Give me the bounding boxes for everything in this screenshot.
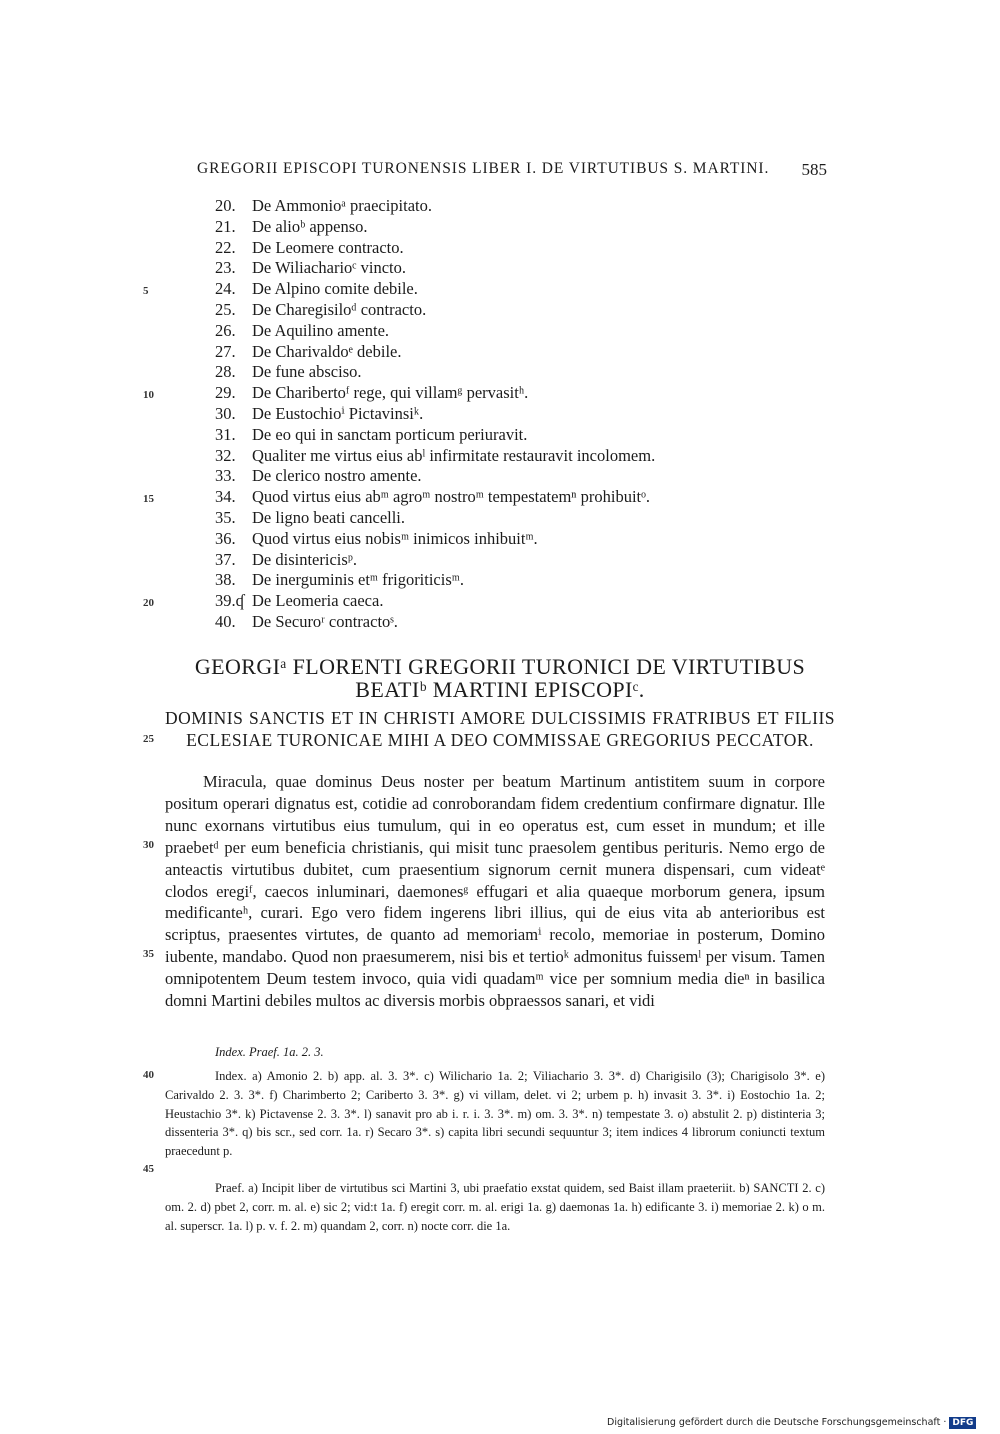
index-entry (215, 570, 815, 591)
entry-text: De fune absciso. (252, 362, 362, 382)
line-number: 30 (143, 839, 154, 851)
index-entry (215, 383, 815, 404)
entry-text: De disintericisᵖ. (252, 549, 358, 569)
running-title: GREGORII EPISCOPI TURONENSIS LIBER I. DE VIRTUTIBUS S. MARTINI. (197, 160, 770, 177)
index-entry (215, 425, 815, 446)
funding-note: Digitalisierung gefördert durch die Deutsche Forschungsgemeinschaft · (607, 1417, 947, 1428)
notes-heading: Index. Praef. 1a. 2. 3. (215, 1045, 324, 1059)
entry-number: 33. (215, 466, 236, 486)
page-number: 585 (801, 160, 827, 179)
entry-number: 27. (215, 341, 236, 361)
entry-text: De Wiliacharioᶜ vincto. (252, 258, 406, 278)
line-number: 10 (143, 389, 154, 401)
index-entry (215, 362, 815, 383)
index-entry (215, 446, 815, 467)
entry-text: Qualiter me virtus eius abˡ infirmitate restauravit incolomem. (252, 445, 656, 465)
entry-text: Quod virtus eius abᵐ agroᵐ nostroᵐ tempestatemⁿ prohibuitᵒ. (252, 487, 650, 507)
entry-text: De eo qui in sanctam porticum periuravit. (252, 424, 528, 444)
entry-text: De alioᵇ appenso. (252, 216, 368, 236)
entry-number: 28. (215, 362, 236, 382)
index-entry (215, 591, 815, 612)
entry-number: 32. (215, 445, 236, 465)
entry-text: De Ammonioᵃ praecipitato. (252, 196, 433, 215)
preface-footnotes: Praef. a) Incipit liber de virtutibus sci Martini 3, ubi praefatio exstat quidem, sed Baist illam praeteriit. b) SANCTI 2. c) om. 2. d) pbet 2, corr. m. al. e) sic 2; vid:t 1a. f) eregit corr. m. al. erigi 1a. g) daemonas 1a. h) edificante 3. i) memoriae 2. k) o m. al. superscr. 1a. l) p. v. f. 2. m) quandam 2, corr. n) nocte corr. die 1a. (165, 1181, 825, 1233)
index-entry (215, 321, 815, 342)
index-entry (215, 404, 815, 425)
line-number: 35 (143, 948, 154, 960)
running-header (197, 160, 827, 178)
entry-number: 40. (215, 611, 236, 631)
index-entry (215, 612, 815, 633)
entry-number: 35. (215, 507, 236, 527)
entry-number: 24. (215, 279, 236, 299)
entry-number: 20. (215, 196, 236, 215)
index-entry (215, 487, 815, 508)
entry-number: 22. (215, 237, 236, 257)
dfg-logo: DFG (949, 1417, 976, 1429)
line-number: 40 (143, 1069, 154, 1081)
entry-number: 29. (215, 383, 236, 403)
index-entry (215, 550, 815, 571)
index-entry (215, 300, 815, 321)
entry-text: De Leomeria caeca. (252, 591, 384, 611)
entry-text: De Aquilino amente. (252, 320, 390, 340)
entry-text: De Alpino comite debile. (252, 279, 418, 299)
entry-text: De Charibertoᶠ rege, qui villamᵍ pervasitʰ. (252, 383, 529, 403)
entry-number: 34. (215, 487, 236, 507)
entry-number: 39.ʠ (215, 591, 244, 611)
index-entry (215, 238, 815, 259)
entry-number: 25. (215, 299, 236, 319)
chapter-index (215, 196, 815, 633)
entry-text: Quod virtus eius nobisᵐ inimicos inhibuitᵐ. (252, 528, 538, 548)
entry-text: De clerico nostro amente. (252, 466, 422, 486)
entry-number: 21. (215, 216, 236, 236)
entry-text: De inerguminis etᵐ frigoriticisᵐ. (252, 570, 464, 590)
index-entry (215, 279, 815, 300)
index-entry (215, 217, 815, 238)
funding-footer (607, 1417, 976, 1429)
entry-number: 30. (215, 403, 236, 423)
entry-number: 37. (215, 549, 236, 569)
entry-text: De Eustochioⁱ Pictavinsiᵏ. (252, 403, 424, 423)
entry-number: 38. (215, 570, 236, 590)
entry-text: De Charivaldoᵉ debile. (252, 341, 402, 361)
entry-text: De Charegisiloᵈ contracto. (252, 299, 427, 319)
index-footnotes: Index. a) Amonio 2. b) app. al. 3. 3*. c) Wilichario 1a. 2; Viliachario 3. 3*. d) Charigisilo (3); Charigisolo 3*. e) Carivaldo 2. 3. 3*. f) Charimberto 2; Cariberto 3. 3*. g) vi villam, delet. vi 2; urbem p. h) invasit 3. 3*. i) Eostochio 1a. 2; Heustachio 3*. k) Pictavense 2. 3. 3*. l) sanavit pro ab i. r. i. 3. 3*. m) om. 3. 3*. n) tempestate 3. o) abstulit 2. p) distinteria 3; dissenteria 3*. q) bis scr., sed corr. 1a. r) Secaro 3*. s) capita libri secundi sequuntur 3; item indices 4 librorum coniuncti textum praecedunt p. (165, 1069, 825, 1159)
main-title: GEORGIᵃ FLORENTI GREGORII TURONICI DE VIRTUTIBUS BEATIᵇ MARTINI EPISCOPIᶜ. (194, 654, 806, 702)
line-number: 25 (143, 733, 154, 745)
index-entry (215, 466, 815, 487)
line-number: 20 (143, 597, 154, 609)
line-number: 5 (143, 285, 149, 297)
line-number: 15 (143, 493, 154, 505)
body-text: Miracula, quae dominus Deus noster per beatum Martinum antistitem suum in corpore positum operari dignatus est, cotidie ad conroborandam fidem credentium confirmare dignatur. Ille nunc exornans virtutibus eius tumulum, qui in eo operatus est, cum esset in mundum; et ille praebetᵈ per eum beneficia christianis, qui misit tunc praesolem gentibus perituris. Nemo ergo de anteactis virtutibus dubitet, cum praesentium signorum cernit munera dispensari, cum videatᵉ clodos eregiᶠ, caecos inluminari, daemonesᵍ effugari et alia quaeque morborum genera, ipsum medificanteʰ, curari. Ego vero fidem ingerens libri illius, qui de eius vita ab anterioribus est scriptus, praesentes virtutes, de quanto ad memoriamⁱ recolo, memoriae in posterum, Domino iubente, mandabo. Quod non praesumerem, nisi bis et tertioᵏ admonitus fuissemˡ per visum. Tamen omnipotentem Deum testem invoco, quia vidi quadamᵐ vice per somnium media dieⁿ in basilica domni Martini debiles multos ac diversis morbis obpraessos sanari, et vidi (165, 772, 825, 1011)
index-entry (215, 508, 815, 529)
entry-text: De Securoʳ contractoˢ. (252, 611, 398, 631)
entry-number: 31. (215, 424, 236, 444)
index-entry (215, 258, 815, 279)
entry-text: De ligno beati cancelli. (252, 507, 406, 527)
entry-number: 23. (215, 258, 236, 278)
entry-number: 26. (215, 320, 236, 340)
dedication-title: DOMINIS SANCTIS ET IN CHRISTI AMORE DULCISSIMIS FRATRIBUS ET FILIIS ECLESIAE TURONICAE MIHI A DEO COMMISSAE GREGORIUS PECCATOR. (165, 708, 835, 750)
index-entry (215, 342, 815, 363)
entry-text: De Leomere contracto. (252, 237, 404, 257)
entry-number: 36. (215, 528, 236, 548)
index-entry (215, 196, 815, 217)
line-number: 45 (143, 1163, 154, 1175)
index-entry (215, 529, 815, 550)
